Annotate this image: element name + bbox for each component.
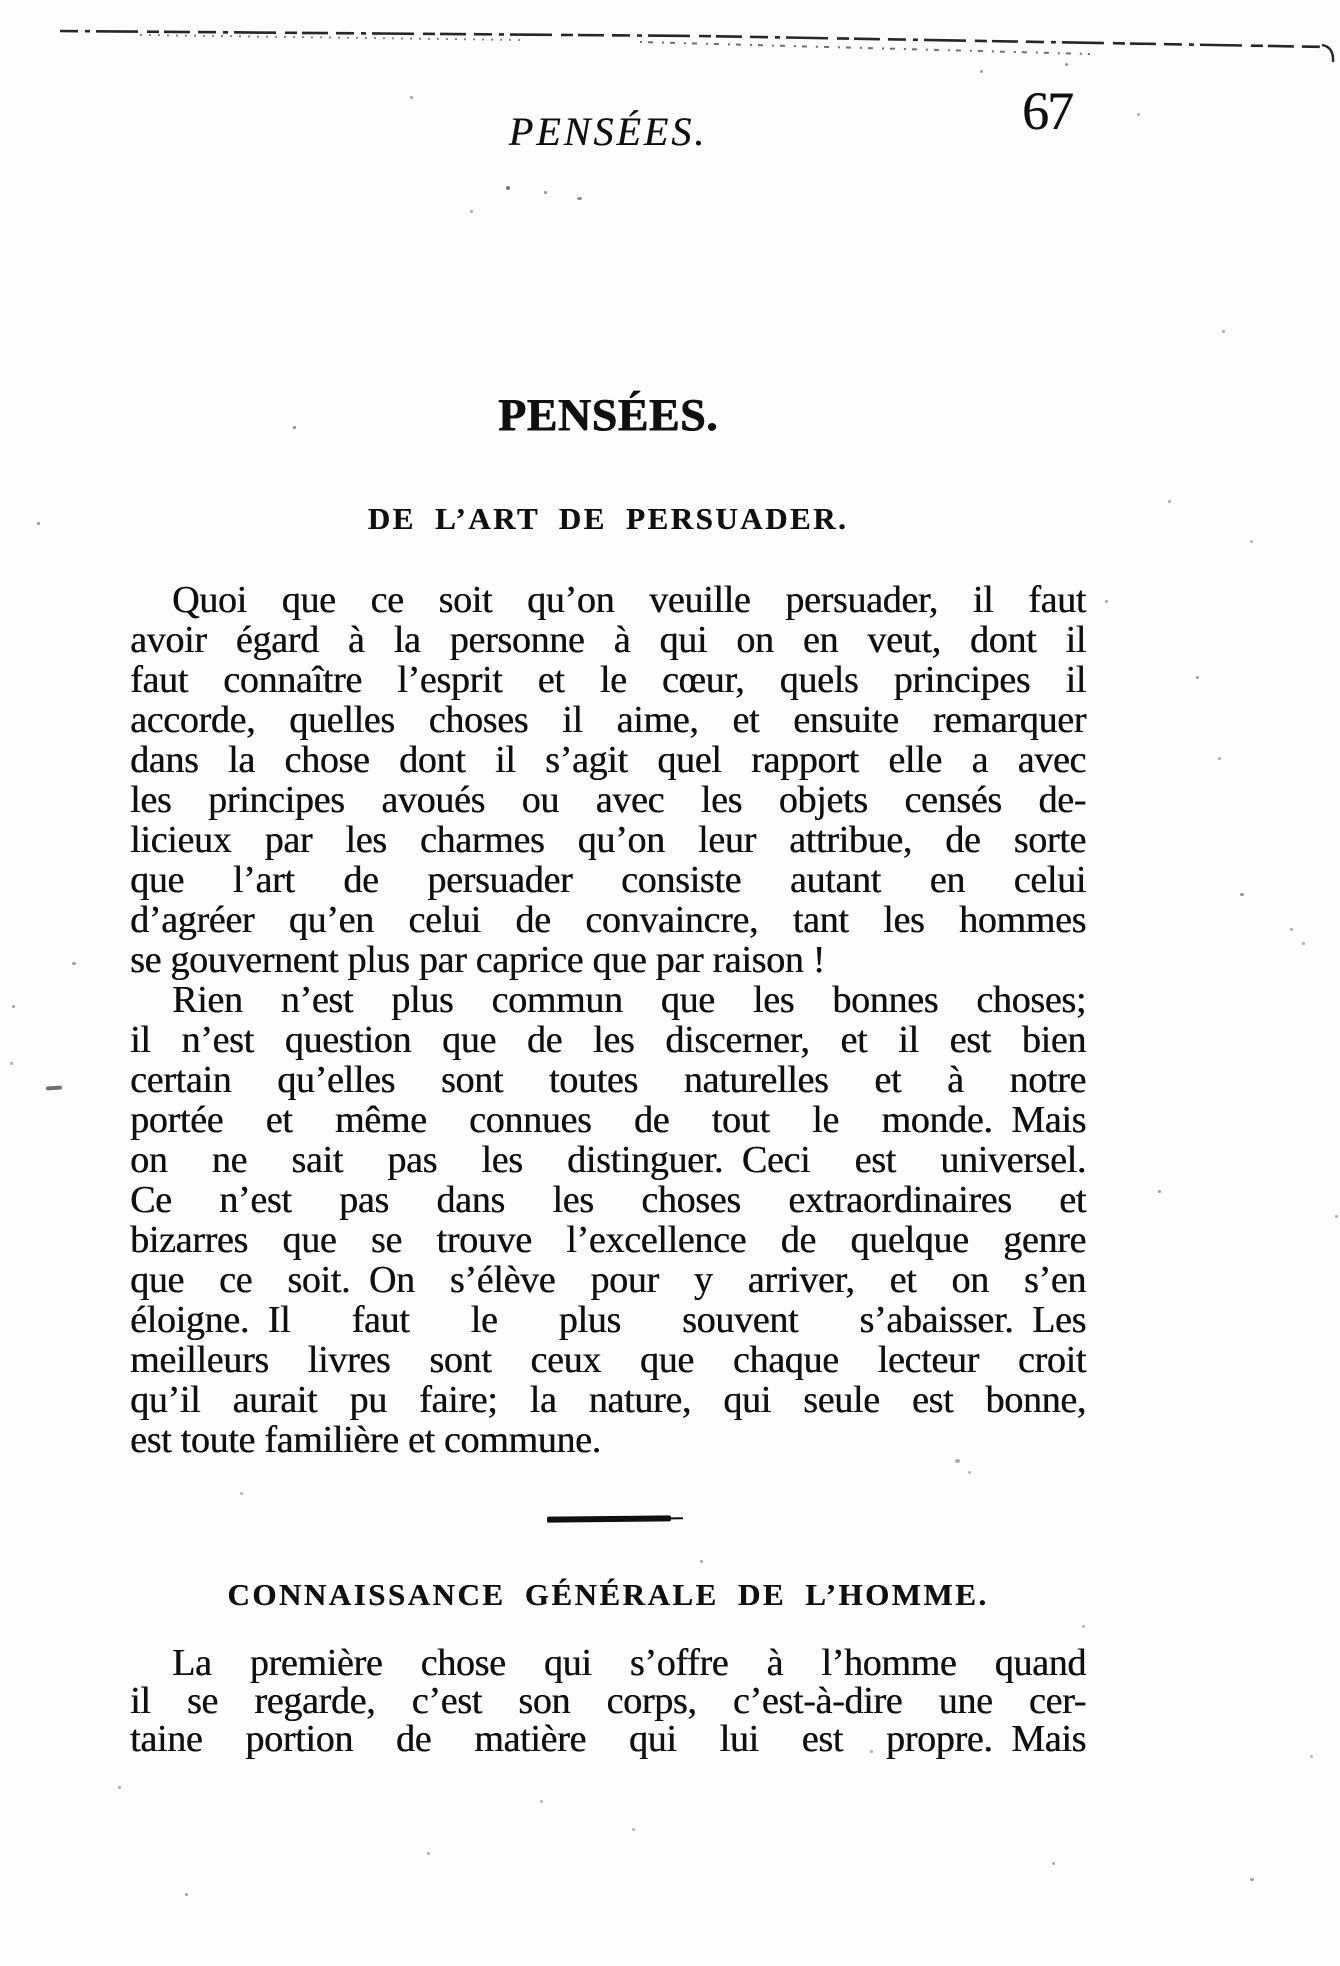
ink-speck — [1250, 1878, 1254, 1881]
text-line: bizarres que se trouve l’excellence de quelque genre — [130, 1219, 1086, 1261]
ink-speck — [10, 1062, 13, 1065]
ink-speck — [12, 1005, 15, 1008]
ink-speck — [968, 1471, 971, 1474]
ink-speck — [470, 210, 473, 213]
ink-speck — [1250, 540, 1253, 543]
text-line: il se regarde, c’est son corps, c’est-à-dire une cer- — [130, 1680, 1086, 1722]
ink-speck — [240, 1492, 243, 1495]
text-line: taine portion de matière qui lui est propre. Mais — [130, 1718, 1086, 1760]
ink-speck — [1158, 1190, 1161, 1193]
ink-speck — [1218, 757, 1221, 760]
text-line: licieux par les charmes qu’on leur attribue, de sorte — [130, 819, 1086, 861]
text-line: que ce soit. On s’élève pour y arriver, et on s’en — [130, 1259, 1086, 1301]
ink-speck — [1310, 1755, 1313, 1758]
page-number: 67 — [1022, 81, 1072, 141]
ink-speck — [46, 1085, 62, 1090]
ink-speck — [1335, 1215, 1338, 1218]
text-line: dans la chose dont il s’agit quel rapport elle a avec — [130, 739, 1086, 781]
ink-speck — [1222, 330, 1225, 333]
text-line: faut connaître l’esprit et le cœur, quels principes il — [130, 659, 1086, 701]
ink-speck — [955, 1459, 960, 1463]
text-line: il n’est question que de les discerner, et il est bien — [130, 1019, 1086, 1061]
text-line: les principes avoués ou avec les objets censés de- — [130, 779, 1086, 821]
ink-speck — [72, 962, 76, 965]
text-line: que l’art de persuader consiste autant en celui — [130, 859, 1086, 901]
text-line: Rien n’est plus commun que les bonnes choses; — [172, 979, 1086, 1021]
text-line: est toute familière et commune. — [130, 1419, 601, 1461]
ink-speck — [1290, 928, 1293, 931]
text-line: éloigne. Il faut le plus souvent s’abaisser. Les — [130, 1299, 1086, 1341]
ink-speck — [293, 426, 296, 429]
section-body-art-de-persuader — [130, 580, 1086, 1460]
scan-artifact-line — [0, 0, 1340, 80]
section-heading-art-de-persuader: DE L’ART DE PERSUADER. — [367, 501, 849, 536]
ink-speck — [185, 1893, 188, 1896]
text-line: qu’il aurait pu faire; la nature, qui seule est bonne, — [130, 1379, 1086, 1421]
ink-speck — [1105, 600, 1108, 603]
ink-speck — [37, 522, 40, 525]
ink-speck — [1196, 676, 1199, 679]
ink-speck — [410, 96, 413, 99]
text-line: avoir égard à la personne à qui on en veut, dont il — [130, 619, 1086, 661]
page-title: PENSÉES. — [497, 389, 719, 440]
section-divider — [547, 1515, 671, 1522]
ink-speck — [870, 1750, 873, 1753]
text-line: certain qu’elles sont toutes naturelles et à notre — [130, 1059, 1086, 1101]
section-heading-connaissance-generale: CONNAISSANCE GÉNÉRALE DE L’HOMME. — [227, 1577, 989, 1612]
ink-speck — [1137, 113, 1140, 116]
ink-speck — [427, 1852, 430, 1855]
ink-speck — [1168, 500, 1171, 503]
ink-speck — [700, 1560, 703, 1563]
text-line: d’agréer qu’en celui de convaincre, tant les hommes — [130, 899, 1086, 941]
text-line: Quoi que ce soit qu’on veuille persuader, il faut — [172, 579, 1086, 621]
ink-speck — [544, 191, 547, 194]
ink-speck — [1052, 1862, 1055, 1865]
text-line: Ce n’est pas dans les choses extraordinaires et — [130, 1179, 1086, 1221]
text-line: La première chose qui s’offre à l’homme quand — [172, 1642, 1086, 1684]
ink-speck — [1240, 893, 1244, 896]
text-line: portée et même connues de tout le monde. Mais — [130, 1099, 1086, 1141]
ink-speck — [1065, 63, 1068, 66]
running-title: PENSÉES. — [508, 109, 708, 154]
ink-speck — [540, 1800, 543, 1803]
ink-speck — [1082, 1625, 1085, 1628]
ink-speck — [1302, 942, 1305, 945]
ink-speck — [980, 70, 983, 73]
text-line: on ne sait pas les distinguer. Ceci est universel. — [130, 1139, 1086, 1181]
ink-speck — [577, 197, 582, 200]
section-body-connaissance-generale — [130, 1644, 1086, 1758]
ink-speck — [632, 1828, 635, 1831]
text-line: meilleurs livres sont ceux que chaque lecteur croit — [130, 1339, 1086, 1381]
ink-speck — [118, 1786, 121, 1789]
text-line: accorde, quelles choses il aime, et ensuite remarquer — [130, 699, 1086, 741]
ink-speck — [506, 186, 510, 190]
text-line: se gouvernent plus par caprice que par raison ! — [130, 939, 825, 981]
